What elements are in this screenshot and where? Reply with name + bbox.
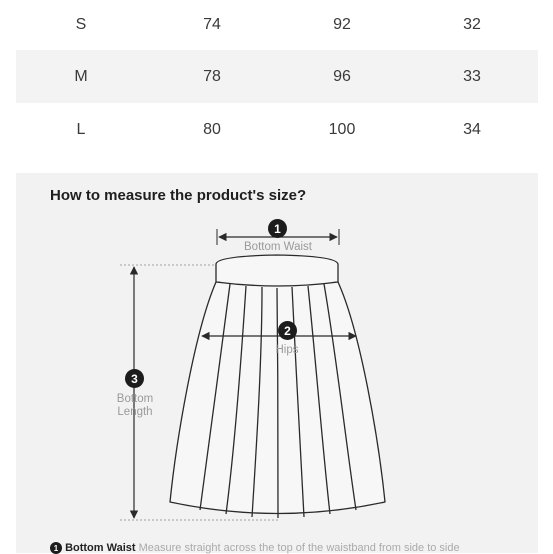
bottom-length-label-line1: Bottom bbox=[116, 393, 154, 405]
number-badge-2: 2 bbox=[278, 321, 297, 340]
size-cell: 34 bbox=[463, 120, 481, 138]
number-badge-3: 3 bbox=[125, 369, 144, 388]
size-row-s bbox=[16, 0, 538, 50]
size-cell: 96 bbox=[333, 67, 351, 85]
size-cell: 80 bbox=[203, 120, 221, 138]
size-cell: M bbox=[74, 67, 88, 85]
footnote-number-badge: 1 bbox=[50, 542, 62, 554]
size-cell: L bbox=[76, 120, 86, 138]
number-badge-1: 1 bbox=[268, 219, 287, 238]
size-cell: 78 bbox=[203, 67, 221, 85]
measure-guide-panel bbox=[16, 173, 538, 553]
size-cell: 74 bbox=[203, 16, 221, 33]
size-cell: 100 bbox=[328, 120, 356, 138]
footnote-description: Measure straight across the top of the waistband from side to side bbox=[138, 542, 460, 554]
hips-label: Hips bbox=[275, 344, 299, 356]
bottom-length-label bbox=[109, 393, 161, 419]
measure-guide-title: How to measure the product's size? bbox=[50, 187, 307, 204]
bottom-waist-label: Bottom Waist bbox=[244, 241, 312, 253]
size-cell: 33 bbox=[463, 67, 481, 85]
size-cell: 92 bbox=[333, 16, 351, 33]
skirt-illustration bbox=[170, 255, 385, 518]
footnote-title: Bottom Waist bbox=[65, 542, 136, 554]
size-row-l bbox=[16, 103, 538, 156]
size-row-m bbox=[16, 50, 538, 103]
size-cell: S bbox=[75, 16, 87, 33]
size-table bbox=[16, 0, 538, 156]
bottom-length-label-line2: Length bbox=[117, 406, 153, 418]
measure-footnote bbox=[50, 542, 460, 554]
size-cell: 32 bbox=[463, 16, 481, 33]
